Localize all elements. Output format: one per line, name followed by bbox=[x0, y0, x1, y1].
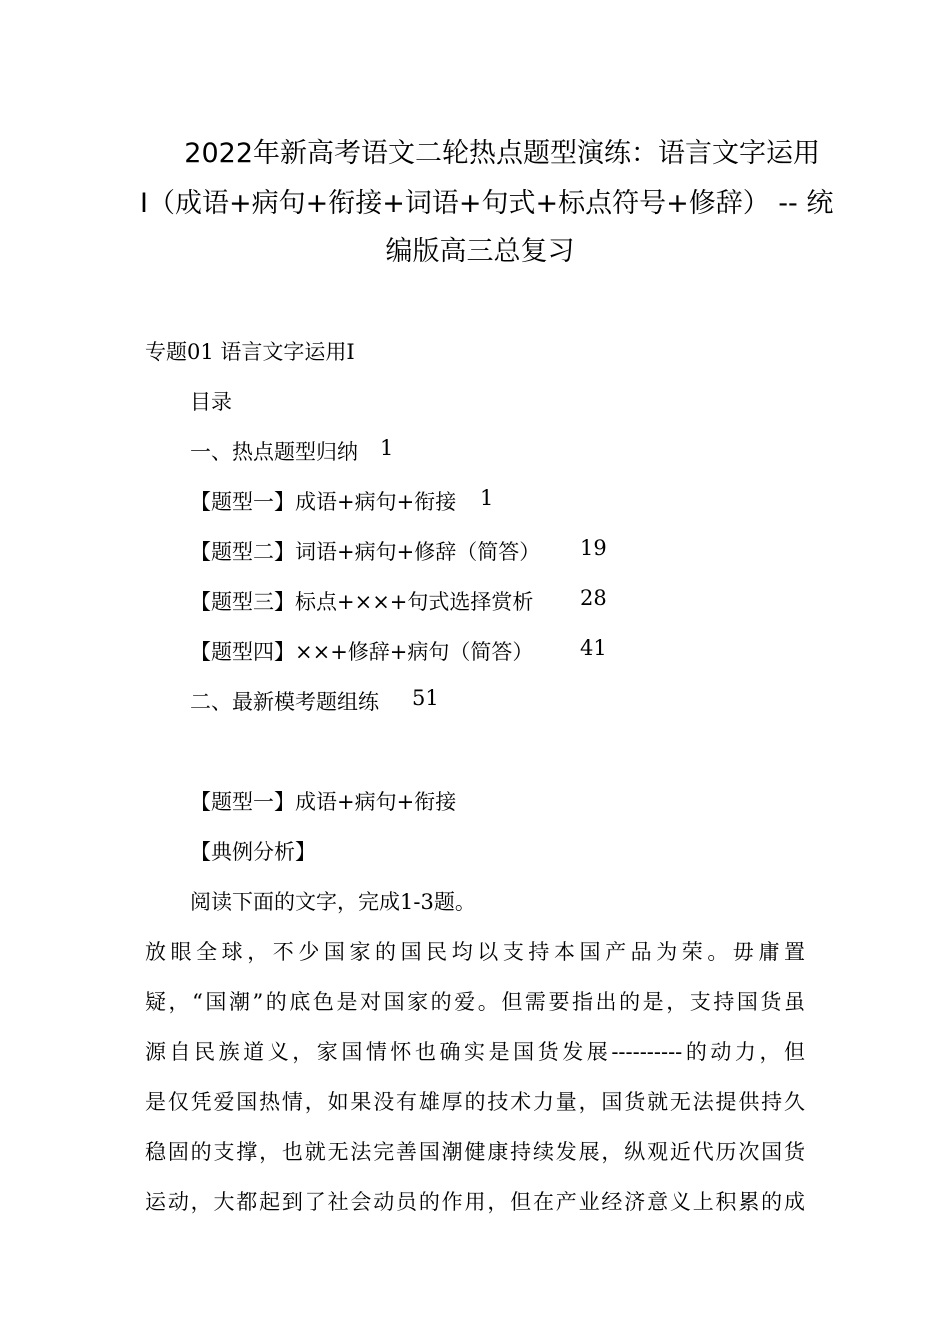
toc-item-label: 【题型二】词语+病句+修辞（简答） bbox=[190, 540, 541, 564]
toc-item-label: 二、最新模考题组练 bbox=[190, 690, 379, 714]
section-heading: 【题型一】成语+病句+衔接 bbox=[190, 790, 457, 814]
toc-item-page: 41 bbox=[580, 636, 607, 660]
toc-item-page: 1 bbox=[380, 436, 394, 460]
toc-item-label: 【题型一】成语+病句+衔接 bbox=[190, 490, 457, 514]
toc-item-page: 28 bbox=[580, 586, 607, 610]
toc-item-page: 19 bbox=[580, 536, 607, 560]
toc-item bbox=[190, 536, 607, 566]
passage-line: 源自民族道义，家国情怀也确实是国货发展----------的动力，但 bbox=[145, 1040, 805, 1064]
toc-item bbox=[190, 436, 394, 466]
section-label: 专题01 语言文字运用Ⅰ bbox=[145, 340, 355, 364]
toc-item-page: 51 bbox=[412, 686, 439, 710]
reading-instruction: 阅读下面的文字，完成1-3题。 bbox=[190, 890, 476, 914]
toc-item bbox=[190, 636, 607, 666]
document-title-line-1: 2022年新高考语文二轮热点题型演练：语言文字运用 bbox=[184, 138, 820, 169]
toc-item bbox=[190, 586, 607, 616]
toc-item-page: 1 bbox=[480, 486, 494, 510]
document-title-line-2: Ⅰ（成语+病句+衔接+词语+句式+标点符号+修辞） -- 统 bbox=[140, 188, 834, 219]
toc-item bbox=[190, 486, 494, 516]
passage-line: 疑，“国潮”的底色是对国家的爱。但需要指出的是，支持国货虽 bbox=[145, 990, 805, 1014]
passage-line: 运动，大都起到了社会动员的作用，但在产业经济意义上积累的成 bbox=[145, 1190, 805, 1214]
document-title-line-3: 编版高三总复习 bbox=[385, 236, 575, 267]
toc-item-label: 【题型三】标点+××+句式选择赏析 bbox=[190, 590, 534, 614]
passage-line: 是仅凭爱国热情，如果没有雄厚的技术力量，国货就无法提供持久 bbox=[145, 1090, 805, 1114]
toc-item-label: 【题型四】××+修辞+病句（简答） bbox=[190, 640, 534, 664]
toc-title: 目录 bbox=[190, 390, 232, 414]
passage-line: 稳固的支撑，也就无法完善国潮健康持续发展，纵观近代历次国货 bbox=[145, 1140, 805, 1164]
toc-item-label: 一、热点题型归纳 bbox=[190, 440, 358, 464]
section-subheading: 【典例分析】 bbox=[190, 840, 316, 864]
toc-item bbox=[190, 686, 439, 716]
passage bbox=[145, 936, 805, 1236]
passage-line: 放眼全球，不少国家的国民均以支持本国产品为荣。毋庸置 bbox=[145, 940, 805, 964]
